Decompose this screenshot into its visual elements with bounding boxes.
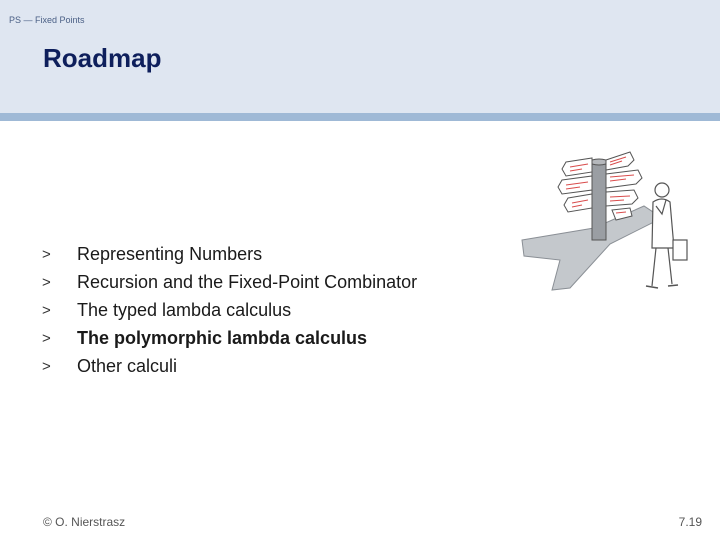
- roadmap-item-label: Other calculi: [77, 355, 178, 376]
- roadmap-item-label: Representing Numbers: [77, 243, 263, 264]
- page-number: 7.19: [678, 515, 702, 529]
- roadmap-item-label: Recursion and the Fixed-Point Combinator: [77, 271, 418, 292]
- bullet-marker: >: [42, 357, 51, 375]
- bullet-marker: >: [42, 273, 51, 291]
- roadmap-list: [42, 240, 417, 380]
- slide-title: Roadmap: [43, 43, 162, 73]
- roadmap-item: [42, 296, 417, 324]
- roadmap-item: [42, 352, 417, 380]
- roadmap-item-label: The typed lambda calculus: [77, 299, 292, 320]
- bullet-marker: >: [42, 301, 51, 319]
- roadmap-item: [42, 240, 417, 268]
- running-head: PS — Fixed Points: [9, 15, 85, 25]
- footer-copyright: © O. Nierstrasz: [43, 515, 126, 529]
- bullet-marker: >: [42, 329, 51, 347]
- header-rule: [0, 113, 720, 121]
- roadmap-item-current: [42, 324, 417, 352]
- roadmap-item-label: The polymorphic lambda calculus: [77, 327, 368, 348]
- roadmap-item: [42, 268, 417, 296]
- bullet-marker: >: [42, 245, 51, 263]
- signpost-crossroads-icon: [512, 148, 704, 300]
